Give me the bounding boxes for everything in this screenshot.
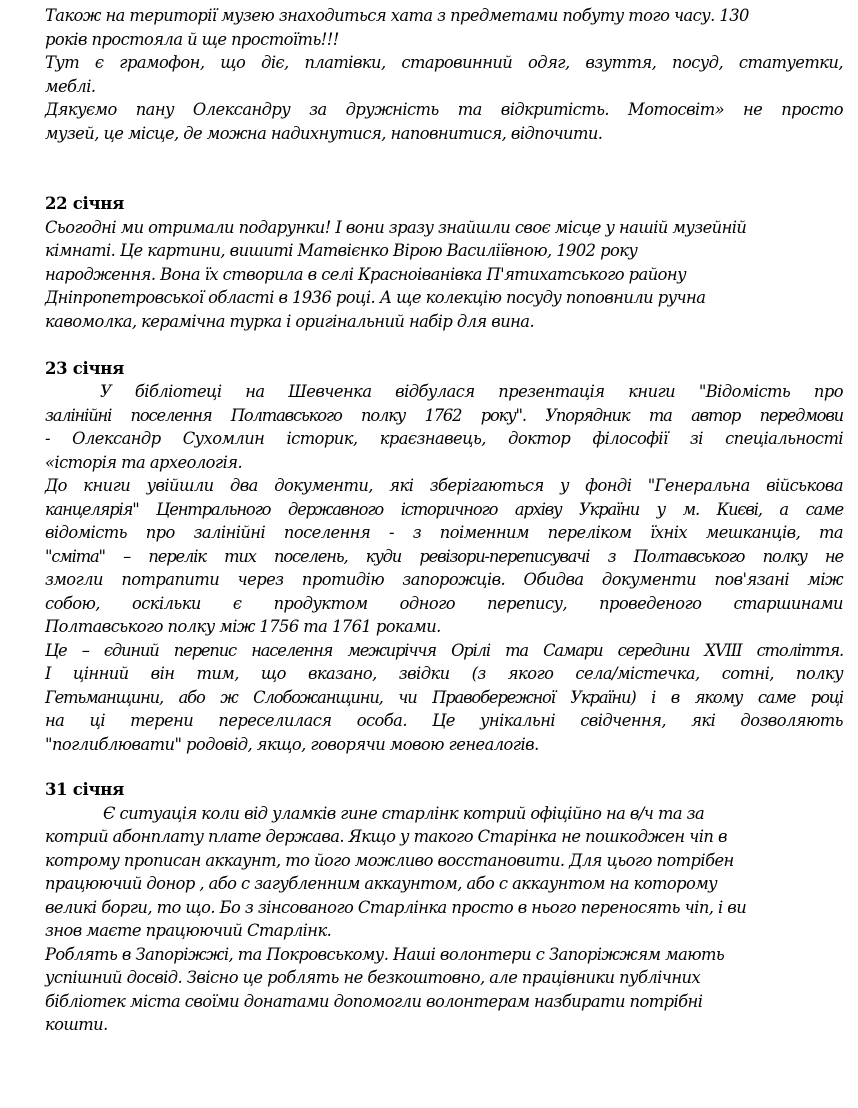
- section-jan-31: [45, 778, 843, 1037]
- text-line: Гетьманщини, або ж Слобожанщини, чи Правобережної України) і в якому саме році: [45, 687, 843, 707]
- section-heading: 23 січня: [45, 358, 124, 378]
- text-line: знов маєте працюючий Старлінк.: [45, 921, 332, 940]
- text-line: І цінний він тим, що вказано, звідки (з якого села/містечка, сотні, полку: [45, 664, 843, 683]
- text-line: змогли потрапити через протидію запорожців. Обидва документи пов'язані між: [45, 570, 843, 589]
- text-line: «історія та археологія.: [45, 452, 243, 472]
- text-line: Тут є грамофон, що діє, платівки, старовинний одяг, взуття, посуд, статуетки,: [45, 53, 843, 72]
- spacer: [45, 756, 843, 778]
- text-line: Сьогодні ми отримали подарунки! І вони зразу знайшли своє місце у нашій музейній: [45, 217, 747, 237]
- text-line: музей, це місце, де можна надихнутися, наповнитися, відпочити.: [45, 123, 603, 143]
- section-jan-22: [45, 192, 843, 333]
- section-heading: 22 січня: [45, 194, 124, 213]
- text-line: - Олександр Сухомлин історик, краєзнавець, доктор філософії зі спеціальності: [45, 429, 843, 448]
- text-line: успішний досвід. Звісно це роблять не безкоштовно, але працівники публічних: [45, 968, 701, 987]
- text-line: років простояла й ще простоїть!!!: [45, 29, 339, 49]
- text-line: котрий абонплату плате держава. Якщо у такого Старінка не пошкоджен чіп в: [45, 827, 727, 846]
- text-line: Це – єдиний перепис населення межиріччя Орілі та Самари середини XVIII століття.: [45, 640, 843, 660]
- text-line: Також на території музею знаходиться хата з предметами побуту того часу. 130: [45, 6, 749, 25]
- intro-section: [45, 4, 843, 145]
- spacer: [45, 145, 843, 192]
- spacer: [45, 333, 843, 357]
- text-line: працюючий донор , або с загубленним аккаунтом, або с аккаунтом на которому: [45, 874, 718, 893]
- text-line: "поглиблювати" родовід, якщо, говорячи мовою генеалогів.: [45, 734, 539, 754]
- text-line: Є ситуація коли від уламків гине старлінк котрий офіційно на в/ч та за: [103, 803, 705, 823]
- text-line: У бібліотеці на Шевченка відбулася презентація книги "Відомість про: [100, 382, 843, 401]
- text-line: "сміта" – перелік тих поселень, куди ревізори-переписувачі з Полтавського полку не: [45, 546, 843, 566]
- text-line: відомість про залінійні поселення - з поіменним переліком їхніх мешканців, та: [45, 523, 843, 542]
- section-heading: 31 січня: [45, 780, 124, 799]
- text-line: бібліотек міста своїми донатами допомогли волонтерам назбирати потрібні: [45, 991, 703, 1011]
- text-line: меблі.: [45, 76, 96, 96]
- text-line: Полтавського полку між 1756 та 1761 роками.: [45, 617, 441, 636]
- text-line: народження. Вона їх створила в селі Красноіванівка П'ятихатського району: [45, 264, 686, 284]
- text-line: Дніпропетровської області в 1936 році. А ще колекцію посуду поповнили ручна: [45, 288, 706, 307]
- text-line: кімнаті. Це картини, вишиті Матвієнко Вірою Василіївною, 1902 року: [45, 241, 638, 260]
- text-line: Дякуємо пану Олександру за дружність та відкритість. Мотосвіт» не просто: [45, 100, 843, 119]
- text-line: До книги увійшли два документи, які зберігаються у фонді "Генеральна військова: [45, 476, 843, 495]
- text-line: котрому прописан аккаунт, то його можливо восстановити. Для цього потрібен: [45, 850, 734, 870]
- text-line: канцелярія" Центрального державного історичного архіву України у м. Києві, а саме: [45, 499, 843, 519]
- section-jan-23: [45, 357, 843, 757]
- text-line: кошти.: [45, 1015, 108, 1034]
- text-line: на ці терени переселилася особа. Це унікальні свідчення, які дозволяють: [45, 711, 843, 730]
- document-page: [45, 4, 843, 1037]
- text-line: великі борги, то що. Бо з зінсованого Старлінка просто в нього переносять чіп, і ви: [45, 897, 747, 917]
- text-line: залінійні поселення Полтавського полку 1762 року". Упорядник та автор передмови: [45, 405, 843, 425]
- text-line: кавомолка, керамічна турка і оригінальний набір для вина.: [45, 311, 535, 331]
- text-line: Роблять в Запоріжжі, та Покровському. Наші волонтери с Запоріжжям мають: [45, 944, 725, 964]
- text-line: собою, оскільки є продуктом одного перепису, проведеного старшинами: [45, 593, 843, 613]
